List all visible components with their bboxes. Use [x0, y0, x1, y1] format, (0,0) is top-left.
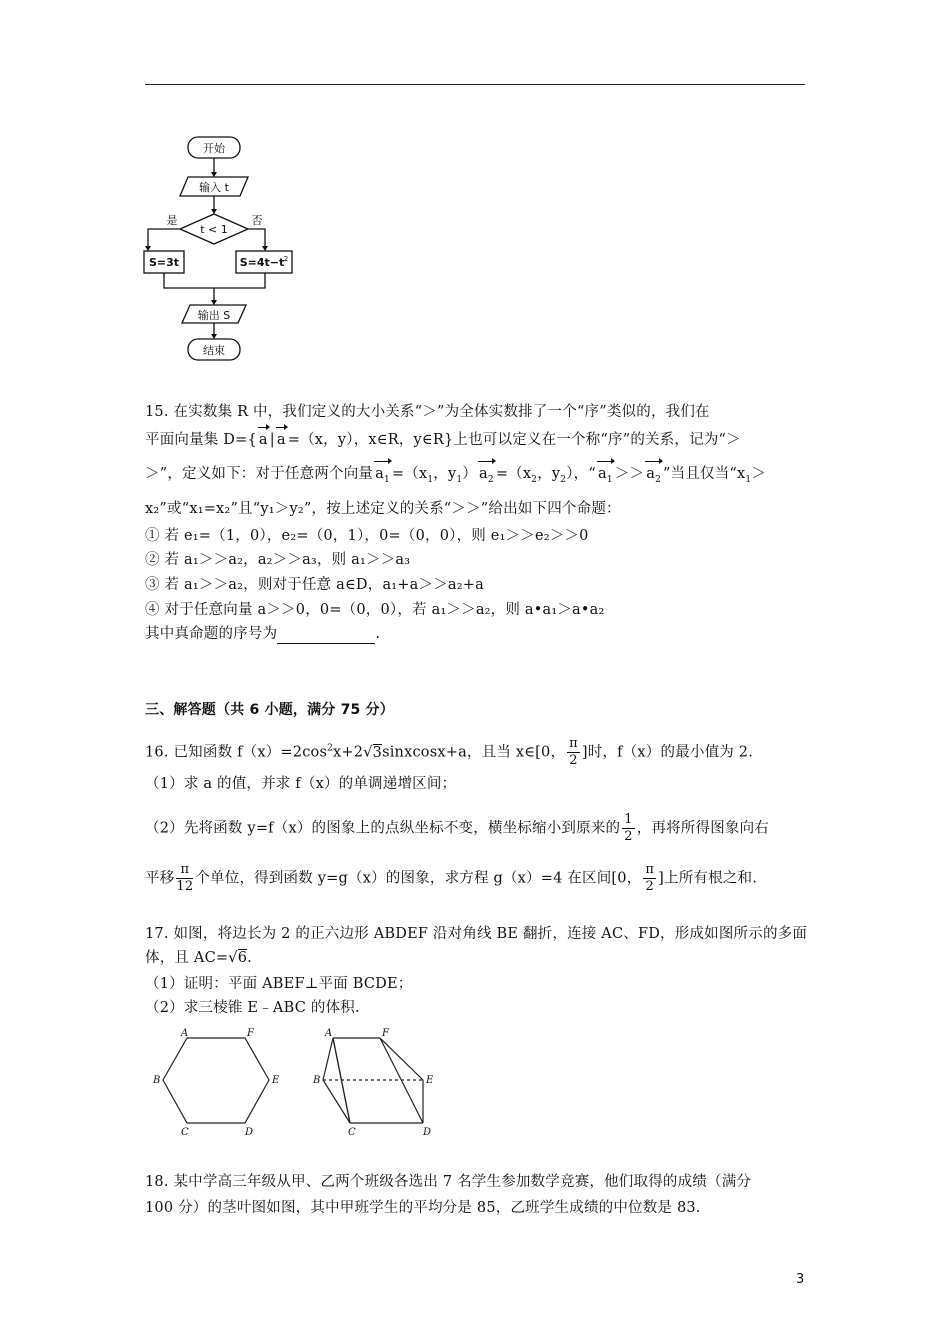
svg-text:B: B	[153, 1075, 161, 1086]
fc-right-box-sup: 2	[283, 255, 289, 263]
svg-text:F: F	[247, 1028, 254, 1039]
q15-prop-2: ② 若 a₁＞＞a₂，a₂＞＞a₃，则 a₁＞＞a₃	[145, 552, 411, 568]
fc-output-text: 输出 S	[197, 309, 231, 322]
flat-hexagon	[163, 1038, 269, 1123]
fc-left-box-text: S=3t	[148, 256, 180, 269]
vector-a: a	[258, 432, 268, 448]
fc-condition-text: t < 1	[200, 223, 228, 236]
page-number: 3	[796, 1272, 805, 1287]
q15-line-2: 平面向量集 D={ a | a =（x，y），x∈R，y∈R}上也可以定义在一个称“序”的关系，记为“＞	[145, 432, 741, 448]
svg-text:C: C	[181, 1127, 189, 1138]
header-rule	[145, 84, 805, 85]
q18-line-2: 100 分）的茎叶图如图，其中甲班学生的平均分是 85，乙班学生成绩的中位数是 83.	[145, 1200, 701, 1216]
fc-no-label: 否	[251, 214, 263, 227]
fraction-pi-over-12: $\frac{\pi}{12}$	[176, 862, 194, 894]
fc-end-text: 结束	[203, 344, 225, 357]
fraction-pi-over-2: $\frac{\pi}{2}$	[569, 736, 578, 768]
svg-text:A: A	[181, 1028, 189, 1039]
q17-part-2: （2）求三棱锥 E﹣ABC 的体积.	[145, 1000, 360, 1016]
svg-text:E: E	[272, 1075, 280, 1086]
svg-text:E: E	[426, 1075, 434, 1086]
fraction-pi-over-2: $\frac{\pi}{2}$	[645, 862, 655, 894]
svg-text:F: F	[382, 1028, 389, 1039]
q15-ask: 其中真命题的序号为 .	[145, 626, 381, 642]
q15-line-3: ＞”，定义如下：对于任意两个向量 $a_1 =(x_1$，$y_1$） $a_2 =(x_2$，$y_2$），“ $a_1 >> a_2$ ”当且仅当“$x_1>$	[145, 464, 766, 490]
q15-line-1: 15. 在实数集 R 中，我们定义的大小关系“＞”为全体实数排了一个“序”类似的，我们在	[145, 404, 710, 420]
vector-a2: $a_2$	[644, 464, 663, 490]
q15-prop-4: ④ 对于任意向量 a＞＞0，0=（0，0），若 a₁＞＞a₂，则 a•a₁＞a•a₂	[145, 602, 605, 618]
sqrt-symbol: √	[228, 950, 238, 966]
fc-yes-label: 是	[166, 214, 178, 227]
section-3-heading: 三、解答题（共 6 小题，满分 75 分）	[145, 702, 394, 718]
sqrt-symbol: √	[363, 744, 373, 761]
q17-part-1: （1）证明：平面 ABEF⊥平面 BCDE；	[145, 976, 413, 992]
fc-start-text: 开始	[203, 142, 225, 155]
q18-line-1: 18. 某中学高三年级从甲、乙两个班级各选出 7 名学生参加数学竞赛，他们取得的成绩（满分	[145, 1174, 752, 1190]
svg-text:D: D	[245, 1127, 254, 1138]
q15-prop-1: ① 若 e₁=（1，0），e₂=（0，1），0=（0，0），则 e₁＞＞e₂＞＞0	[145, 528, 589, 544]
q16-line-1: 16. 已知函数 $f(x)=2\cos^2x+2√3sinxcosx+a$，且当 x∈[0， $\frac{\pi}{2}$ ]时，f（x）的最小值为 2.	[145, 736, 754, 768]
q16-part-1: （1）求 a 的值，并求 f（x）的单调递增区间；	[145, 776, 457, 792]
svg-text:A: A	[325, 1028, 333, 1039]
svg-text:C: C	[348, 1127, 356, 1138]
vector-a2: $a_2$	[477, 464, 496, 490]
fc-right-box-text: S=4t−t	[239, 256, 285, 269]
hexagon-figures	[145, 1028, 465, 1140]
q17-line-2: 体，且 AC=√6.	[145, 950, 252, 966]
fraction-1-over-2: $\frac{1}{2}$	[624, 812, 633, 844]
q17-line-1: 17. 如图，将边长为 2 的正六边形 ABDEF 沿对角线 BE 翻折，连接 AC、FD，形成如图所示的多面	[145, 926, 808, 942]
vector-a: a	[276, 432, 286, 448]
q15-prop-3: ③ 若 a₁＞＞a₂，则对于任意 a∈D，a₁+a＞＞a₂+a	[145, 577, 484, 593]
q16-part-2: （2）先将函数 y=f（x）的图象上的点纵坐标不变，横坐标缩小到原来的 $\frac{1}{2}$ ，再将所得图象向右	[145, 812, 770, 844]
vector-a1: $a_1$	[596, 464, 615, 490]
svg-text:D: D	[423, 1127, 432, 1138]
q16-part-2-cont: 平移 $\frac{\pi}{12}$ 个单位，得到函数 y=g（x）的图象，求方程 g（x）=4 在区间[0， $\frac{\pi}{2}$ ]上所有根之和.	[145, 862, 758, 894]
q15-line-4: x₂”或“x₁=x₂”且“y₁＞y₂”，按上述定义的关系“＞＞”给出如下四个命题：	[145, 501, 621, 517]
vector-a1: $a_1$	[373, 464, 392, 490]
fc-input-text: 输入 t	[199, 181, 229, 194]
answer-blank	[277, 629, 375, 644]
flowchart	[140, 130, 340, 370]
svg-text:B: B	[313, 1075, 321, 1086]
